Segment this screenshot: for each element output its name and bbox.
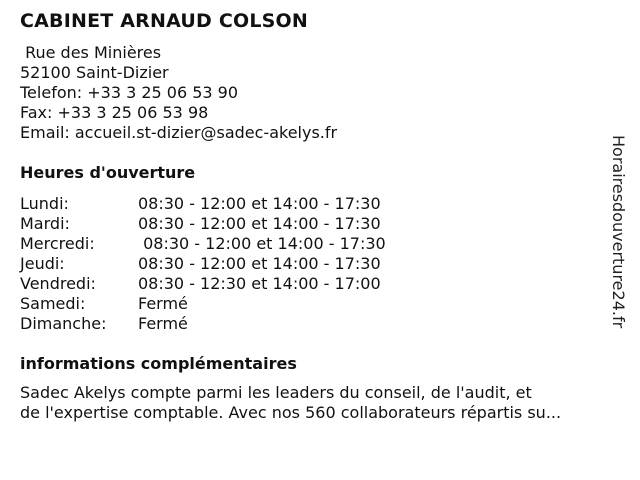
time-value: 08:30 - 12:00 et 14:00 - 17:30 <box>138 214 381 233</box>
day-label: Dimanche: <box>20 314 107 333</box>
description-line: de l'expertise comptable. Avec nos 560 collaborateurs répartis su... <box>20 403 562 422</box>
city-line: 52100 Saint-Dizier <box>20 63 169 82</box>
email-line: Email: accueil.st-dizier@sadec-akelys.fr <box>20 123 338 142</box>
day-label: Jeudi: <box>20 254 65 273</box>
business-title: CABINET ARNAUD COLSON <box>20 10 308 32</box>
time-value: Fermé <box>138 294 188 313</box>
day-label: Mercredi: <box>20 234 95 253</box>
fax-line: Fax: +33 3 25 06 53 98 <box>20 103 209 122</box>
day-label: Mardi: <box>20 214 70 233</box>
day-label: Samedi: <box>20 294 86 313</box>
day-label: Vendredi: <box>20 274 96 293</box>
description-line: Sadec Akelys compte parmi les leaders du conseil, de l'audit, et <box>20 383 532 402</box>
time-value: 08:30 - 12:30 et 14:00 - 17:00 <box>138 274 381 293</box>
description-text <box>20 383 620 423</box>
time-value: Fermé <box>138 314 188 333</box>
street-address: Rue des Minières <box>20 43 162 62</box>
contact-block <box>20 43 337 143</box>
time-value: 08:30 - 12:00 et 14:00 - 17:30 <box>138 234 386 253</box>
hours-heading: Heures d'ouverture <box>20 163 196 182</box>
phone-line: Telefon: +33 3 25 06 53 90 <box>20 83 239 102</box>
time-value: 08:30 - 12:00 et 14:00 - 17:30 <box>138 254 381 273</box>
time-value: 08:30 - 12:00 et 14:00 - 17:30 <box>138 194 381 213</box>
day-label: Lundi: <box>20 194 69 213</box>
info-heading: informations complémentaires <box>20 354 297 373</box>
site-watermark: Horairesdouverture24.fr <box>609 135 628 329</box>
